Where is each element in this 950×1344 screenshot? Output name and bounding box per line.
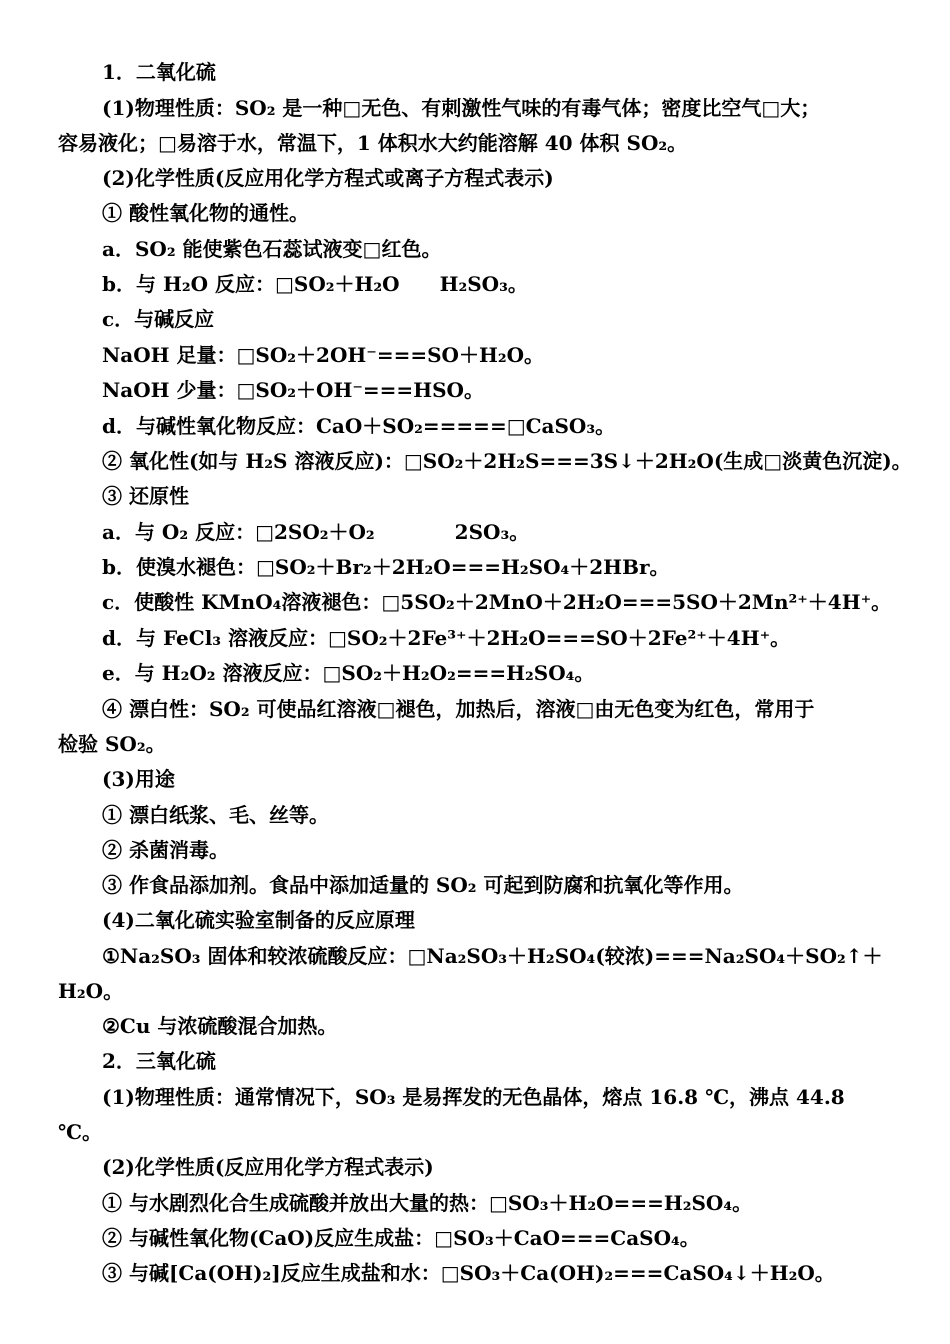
text-line: 检验 SO₂。 [58, 732, 166, 756]
equation-line: d．与 FeCl₃ 溶液反应：□SO₂＋2Fe³⁺＋2H₂O===SO＋2Fe²⁺＋4H⁺。 [102, 626, 791, 650]
text-line: ③ 还原性 [102, 484, 189, 508]
text-line: ① 漂白纸浆、毛、丝等。 [102, 803, 329, 827]
subheading-lab-preparation: (4)二氧化硫实验室制备的反应原理 [102, 908, 415, 932]
text-line: ④ 漂白性：SO₂ 可使品红溶液□褪色，加热后，溶液□由无色变为红色，常用于 [102, 697, 815, 721]
text-line: ① 酸性氧化物的通性。 [102, 201, 309, 225]
equation-line: ① 与水剧烈化合生成硫酸并放出大量的热：□SO₃＋H₂O===H₂SO₄。 [102, 1191, 753, 1215]
text-line: ② 杀菌消毒。 [102, 838, 229, 862]
subheading-uses: (3)用途 [102, 767, 175, 791]
text-line: a．SO₂ 能使紫色石蕊试液变□红色。 [102, 237, 442, 261]
text-line: 容易液化；□易溶于水，常温下，1 体积水大约能溶解 40 体积 SO₂。 [58, 131, 688, 155]
equation-line: ② 氧化性(如与 H₂S 溶液反应)：□SO₂＋2H₂S===3S↓＋2H₂O(生成□淡黄色沉淀)。 [102, 449, 912, 473]
equation-line: ③ 与碱[Ca(OH)₂]反应生成盐和水：□SO₃＋Ca(OH)₂===CaSO₄↓＋H₂O。 [102, 1261, 835, 1285]
equation-line: b．使溴水褪色：□SO₂＋Br₂＋2H₂O===H₂SO₄＋2HBr。 [102, 555, 670, 579]
section-heading-so3: 2．三氧化硫 [102, 1049, 216, 1073]
equation-line: NaOH 少量：□SO₂＋OH⁻===HSO。 [102, 378, 484, 402]
text-line: ②Cu 与浓硫酸混合加热。 [102, 1014, 338, 1038]
equation-line: d．与碱性氧化物反应：CaO＋SO₂=====□CaSO₃。 [102, 414, 616, 438]
text-line: (1)物理性质：通常情况下，SO₃ 是易挥发的无色晶体，熔点 16.8 ℃，沸点 44.8 [102, 1085, 845, 1109]
equation-line: a．与 O₂ 反应：□2SO₂＋O₂ 2SO₃。 [102, 520, 530, 544]
text-line: ③ 作食品添加剂。食品中添加适量的 SO₂ 可起到防腐和抗氧化等作用。 [102, 873, 744, 897]
equation-line: ①Na₂SO₃ 固体和较浓硫酸反应：□Na₂SO₃＋H₂SO₄(较浓)===Na₂SO₄＋SO₂↑＋ [102, 944, 883, 968]
equation-line: NaOH 足量：□SO₂＋2OH⁻===SO＋H₂O。 [102, 343, 545, 367]
subheading-chemical-properties: (2)化学性质(反应用化学方程式或离子方程式表示) [102, 166, 554, 190]
text-line: c．与碱反应 [102, 307, 215, 331]
text-line: (1)物理性质：SO₂ 是一种□无色、有刺激性气味的有毒气体；密度比空气□大； [102, 96, 821, 120]
subheading-so3-chemical-properties: (2)化学性质(反应用化学方程式表示) [102, 1155, 434, 1179]
equation-line: b．与 H₂O 反应：□SO₂＋H₂O H₂SO₃。 [102, 272, 528, 296]
equation-line: e．与 H₂O₂ 溶液反应：□SO₂＋H₂O₂===H₂SO₄。 [102, 661, 595, 685]
equation-line: ② 与碱性氧化物(CaO)反应生成盐：□SO₃＋CaO===CaSO₄。 [102, 1226, 700, 1250]
section-heading-so2: 1．二氧化硫 [102, 60, 216, 84]
equation-line: c．使酸性 KMnO₄溶液褪色：□5SO₂＋2MnO＋2H₂O===5SO＋2Mn²⁺＋4H⁺。 [102, 590, 892, 614]
text-line: ℃。 [58, 1120, 102, 1144]
equation-line: H₂O。 [58, 979, 124, 1003]
